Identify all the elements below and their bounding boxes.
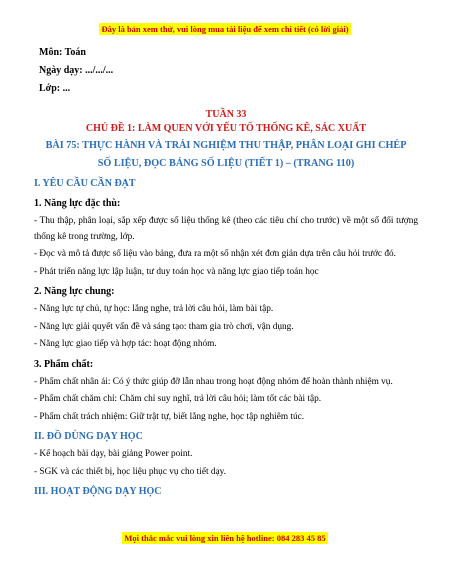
class-line: Lớp: ... [39,83,71,94]
week-title: TUẦN 33 [205,109,247,120]
list-item: - Thu thập, phân loại, sắp xếp được số liệu thống kê (theo các tiêu chí cho trước) về một số đối tượng thống kê trong trường, lớp. [34,216,418,242]
list-item: - Phẩm chất nhân ái: Có ý thức giúp đỡ lẫn nhau trong hoạt động nhóm để hoàn thành nhiệm vụ. [34,376,393,387]
preview-banner-text: Đây là bản xem thử, vui lòng mua tài liệu để xem chi tiết (có lời giải) [101,24,349,34]
section-1-heading: I. YÊU CẦU CẦN ĐẠT [34,178,136,189]
lesson-title-line2: SỐ LIỆU, ĐỌC BẢNG SỐ LIỆU (TIẾT 1) – (TRANG 110) [97,158,355,169]
section-3-heading: III. HOẠT ĐỘNG DẠY HỌC [34,486,162,497]
list-item: - SGK và các thiết bị, học liệu phục vụ cho tiết dạy. [34,466,226,477]
subsection-1-heading: 1. Năng lực đặc thù: [34,198,121,209]
subsection-3-heading: 3. Phẩm chất: [34,358,94,370]
subsection-2-heading: 2. Năng lực chung: [34,286,115,297]
list-item: - Năng lực tự chủ, tự học: lắng nghe, trả lời câu hỏi, làm bài tập. [34,304,274,314]
list-item: - Phát triển năng lực lập luận, tư duy toán học và năng lực giao tiếp toán học [34,266,319,277]
list-item: - Kế hoạch bài dạy, bài giảng Power point. [34,449,193,459]
list-item: - Đọc và mô tả được số liệu vào bảng, đưa ra một số nhận xét đơn giản dựa trên câu hỏi trước đó. [34,249,397,259]
list-item: - Năng lực giao tiếp và hợp tác: hoạt động nhóm. [34,339,217,349]
lesson-title-line1: BÀI 75: THỰC HÀNH VÀ TRẢI NGHIỆM THU THẬP, PHÂN LOẠI GHI CHÉP [45,140,407,151]
hotline-banner [0,533,450,543]
list-item: - Phẩm chất chăm chỉ: Chăm chỉ suy nghĩ, trả lời câu hỏi; làm tốt các bài tập. [34,394,322,404]
topic-title: CHỦ ĐỀ 1: LÀM QUEN VỚI YẾU TỐ THỐNG KÊ, SÁC XUẤT [85,123,367,134]
list-item: - Phẩm chất trách nhiệm: Giữ trật tự, biết lắng nghe, học tập nghiêm túc. [34,411,305,422]
list-item: - Năng lực giải quyết vấn đề và sáng tạo: tham gia trò chơi, vận dụng. [34,321,294,332]
hotline-banner-text: Mọi thắc mắc vui lòng xin liên hệ hotline: 084 283 45 85 [124,533,326,543]
section-2-heading: II. ĐỒ DÙNG DẠY HỌC [34,431,143,442]
document-body [34,42,418,500]
preview-banner [0,24,450,34]
subject-line: Môn: Toán [39,47,86,58]
date-line: Ngày dạy: .../.../... [39,65,114,76]
